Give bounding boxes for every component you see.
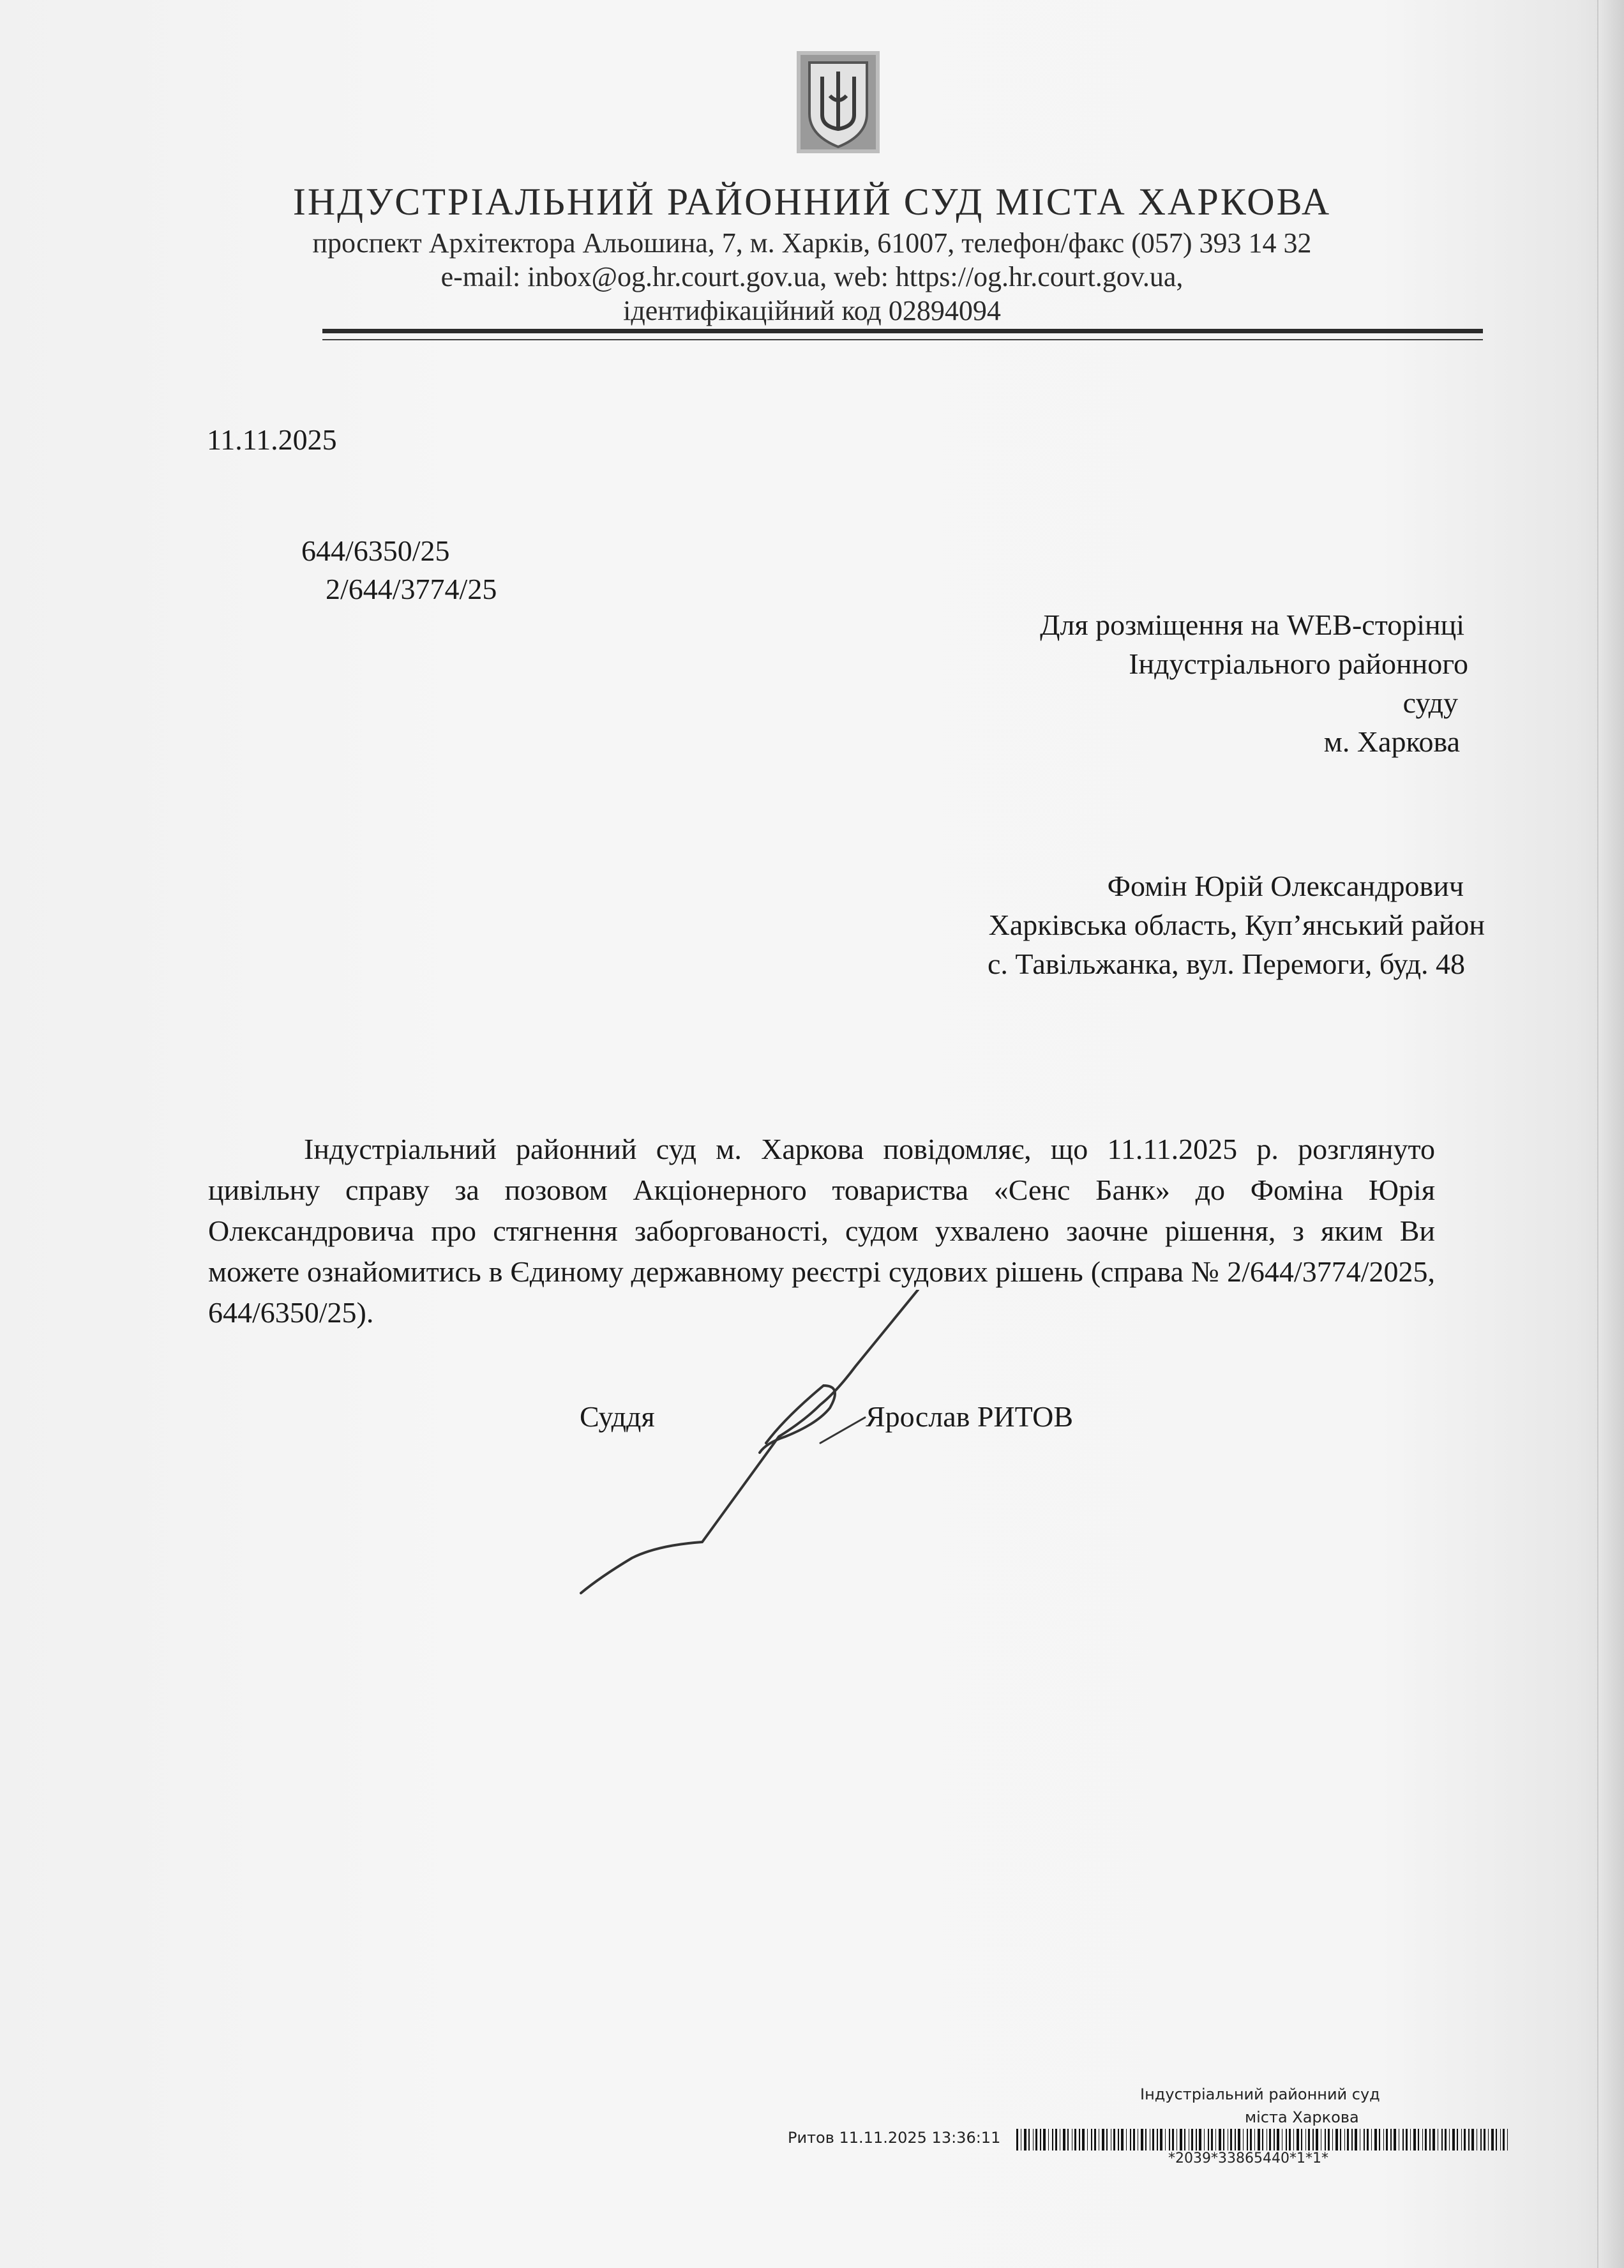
- barcode-bar: [1293, 2129, 1294, 2151]
- header-rule-thick: [322, 329, 1483, 333]
- barcode-bar: [1351, 2129, 1353, 2151]
- judge-name: Ярослав РИТОВ: [866, 1400, 1074, 1433]
- barcode-bar: [1145, 2129, 1147, 2151]
- barcode-bar: [1199, 2129, 1201, 2151]
- barcode-bar: [1413, 2129, 1416, 2151]
- barcode-bar: [1344, 2129, 1345, 2151]
- barcode-bar: [1297, 2129, 1299, 2151]
- trident-emblem-icon: [797, 51, 880, 153]
- barcode-bar: [1043, 2129, 1046, 2151]
- destination-line: Індустріального районного: [1129, 647, 1468, 680]
- barcode-bar: [1418, 2129, 1419, 2151]
- barcode-bar: [1223, 2129, 1224, 2151]
- barcode-bar: [1235, 2129, 1236, 2151]
- stamp-court-line: Індустріальний районний суд: [1140, 2085, 1380, 2103]
- barcode-bar: [1243, 2129, 1244, 2151]
- destination-line: суду: [1402, 686, 1458, 719]
- barcode-bar: [1204, 2129, 1205, 2151]
- notice-paragraph: Індустріальний районний суд м. Харкова повідомляє, що 11.11.2025 р. розглянуто цивільну справу за позовом Акціонерного товариства «Сенс Банк» до Фоміна Юрія Олександровича про стягнення заборгованості, судом ухвалено заочне рішення, з яким Ви можете ознайомитись в Єдиному державному реєстрі судових рішень (справа № 2/644/3774/2025, 644/6350/25).: [208, 1133, 1435, 1329]
- barcode-bar: [1394, 2129, 1396, 2151]
- barcode-bar: [1488, 2129, 1489, 2151]
- barcode-bar: [1238, 2129, 1240, 2151]
- barcode-bar: [1402, 2129, 1404, 2151]
- barcode-bar: [1219, 2129, 1221, 2151]
- barcode-bar: [1335, 2129, 1338, 2151]
- barcode-bar: [1445, 2129, 1447, 2151]
- handwritten-signature-icon: [575, 1290, 932, 1609]
- barcode-bar: [1340, 2129, 1341, 2151]
- barcode-bar: [1471, 2129, 1474, 2151]
- barcode-bar: [1258, 2129, 1260, 2151]
- barcode-bar: [1390, 2129, 1392, 2151]
- barcode-bar: [1332, 2129, 1333, 2151]
- barcode-bar: [1308, 2129, 1310, 2151]
- barcode-bar: [1196, 2129, 1197, 2151]
- barcode-bar: [1491, 2129, 1494, 2151]
- header-rule-thin: [322, 339, 1483, 340]
- barcode-bar: [1484, 2129, 1485, 2151]
- barcode-bar: [1432, 2129, 1435, 2151]
- barcode-bar: [1406, 2129, 1408, 2151]
- barcode-bar: [1500, 2129, 1501, 2151]
- barcode-bar: [1169, 2129, 1170, 2151]
- barcode-bar: [1312, 2129, 1314, 2151]
- barcode-bar: [1035, 2129, 1037, 2151]
- court-name-heading: ІНДУСТРІАЛЬНИЙ РАЙОННИЙ СУД МІСТА ХАРКОВА: [292, 181, 1332, 223]
- barcode-bar: [1191, 2129, 1193, 2151]
- barcode-bar: [1157, 2129, 1158, 2151]
- barcode-bar: [1449, 2129, 1450, 2151]
- barcode-bar: [1364, 2129, 1365, 2151]
- barcode-bar: [1328, 2129, 1330, 2151]
- barcode-bar: [1165, 2129, 1166, 2151]
- barcode-bar: [1289, 2129, 1291, 2151]
- barcode-bar: [1048, 2129, 1049, 2151]
- barcode-bar: [1301, 2129, 1302, 2151]
- destination-line: Для розміщення на WEB-сторінці: [1040, 609, 1464, 641]
- barcode-bar: [1262, 2129, 1263, 2151]
- barcode-bar: [1091, 2129, 1092, 2151]
- barcode-bar: [1130, 2129, 1131, 2151]
- barcode-bar: [1160, 2129, 1162, 2151]
- barcode-bar: [1052, 2129, 1053, 2151]
- barcode-bar: [1422, 2129, 1423, 2151]
- barcode-bar: [1208, 2129, 1209, 2151]
- barcode-bar: [1286, 2129, 1287, 2151]
- barcode-bar: [1079, 2129, 1080, 2151]
- barcode-bar: [1024, 2129, 1026, 2151]
- barcode-bar: [1118, 2129, 1119, 2151]
- barcode-bar: [1028, 2129, 1030, 2151]
- barcode-bar: [1067, 2129, 1069, 2151]
- barcode-bar: [1055, 2129, 1057, 2151]
- barcode-bar: [1094, 2129, 1096, 2151]
- barcode-bar: [1141, 2129, 1143, 2151]
- barcode-bar: [1113, 2129, 1115, 2151]
- barcode-bar: [1180, 2129, 1182, 2151]
- barcode-bar: [1355, 2129, 1357, 2151]
- recipient-name: Фомін Юрій Олександрович: [1107, 870, 1464, 902]
- barcode-bar: [1121, 2129, 1124, 2151]
- barcode-bar: [1184, 2129, 1185, 2151]
- barcode-bar: [1074, 2129, 1076, 2151]
- case-number: 2/644/3774/25: [326, 573, 497, 605]
- barcode-bar: [1503, 2129, 1505, 2151]
- document-date: 11.11.2025: [207, 423, 337, 456]
- barcode-bar: [1496, 2129, 1497, 2151]
- court-contacts: e-mail: inbox@og.hr.court.gov.ua, web: https://og.hr.court.gov.ua,: [440, 261, 1184, 292]
- barcode-bar: [1040, 2129, 1041, 2151]
- court-id-code: ідентифікаційний код 02894094: [623, 295, 1001, 326]
- barcode-bar: [1247, 2129, 1248, 2151]
- destination-line: м. Харкова: [1323, 725, 1460, 758]
- barcode-bar: [1087, 2129, 1088, 2151]
- stamp-signer-timestamp: Ритов 11.11.2025 13:36:11: [788, 2129, 1001, 2147]
- barcode-bar: [1347, 2129, 1349, 2151]
- barcode-bar: [1250, 2129, 1252, 2151]
- barcode-bar: [1269, 2129, 1271, 2151]
- barcode-bar: [1172, 2129, 1174, 2151]
- document-barcode: [1016, 2129, 1508, 2151]
- barcode-bar: [1457, 2129, 1458, 2151]
- recipient-address: Харківська область, Куп’янський район: [988, 909, 1485, 941]
- signature-role: Суддя: [580, 1400, 655, 1433]
- scan-page-edge: [1597, 0, 1624, 2268]
- barcode-bar: [1374, 2129, 1377, 2151]
- barcode-bar: [1033, 2129, 1034, 2151]
- court-address: проспект Архітектора Альошина, 7, м. Харків, 61007, телефон/факс (057) 393 14 32: [312, 227, 1312, 259]
- barcode-bar: [1230, 2129, 1232, 2151]
- barcode-bar: [1383, 2129, 1384, 2151]
- barcode-bar: [1305, 2129, 1306, 2151]
- barcode-bar: [1254, 2129, 1255, 2151]
- case-number: 644/6350/25: [301, 534, 450, 567]
- barcode-bar: [1379, 2129, 1380, 2151]
- barcode-bar: [1133, 2129, 1135, 2151]
- barcode-bar: [1452, 2129, 1455, 2151]
- barcode-bar: [1316, 2129, 1318, 2151]
- barcode-bar: [1441, 2129, 1443, 2151]
- barcode-bar: [1371, 2129, 1372, 2151]
- barcode-bar: [1277, 2129, 1279, 2151]
- barcode-bar: [1480, 2129, 1482, 2151]
- barcode-bar: [1152, 2129, 1154, 2151]
- barcode-bar: [1507, 2129, 1508, 2151]
- barcode-bar: [1425, 2129, 1427, 2151]
- barcode-bar: [1367, 2129, 1369, 2151]
- barcode-bar: [1325, 2129, 1326, 2151]
- barcode-bar: [1429, 2129, 1431, 2151]
- barcode-bar: [1468, 2129, 1470, 2151]
- barcode-bar: [1102, 2129, 1104, 2151]
- barcode-bar: [1464, 2129, 1466, 2151]
- barcode-bar: [1211, 2129, 1213, 2151]
- barcode-bar: [1016, 2129, 1018, 2151]
- stamp-court-line: міста Харкова: [1245, 2108, 1359, 2126]
- barcode-bar: [1215, 2129, 1216, 2151]
- recipient-address: с. Тавільжанка, вул. Перемоги, буд. 48: [988, 948, 1465, 980]
- barcode-bar: [1461, 2129, 1462, 2151]
- barcode-code: *2039*33865440*1*1*: [1168, 2151, 1328, 2166]
- barcode-bar: [1410, 2129, 1411, 2151]
- barcode-bar: [1082, 2129, 1085, 2151]
- barcode-bar: [1106, 2129, 1108, 2151]
- barcode-bar: [1063, 2129, 1065, 2151]
- barcode-bar: [1386, 2129, 1388, 2151]
- barcode-bar: [1126, 2129, 1127, 2151]
- barcode-bar: [1274, 2129, 1275, 2151]
